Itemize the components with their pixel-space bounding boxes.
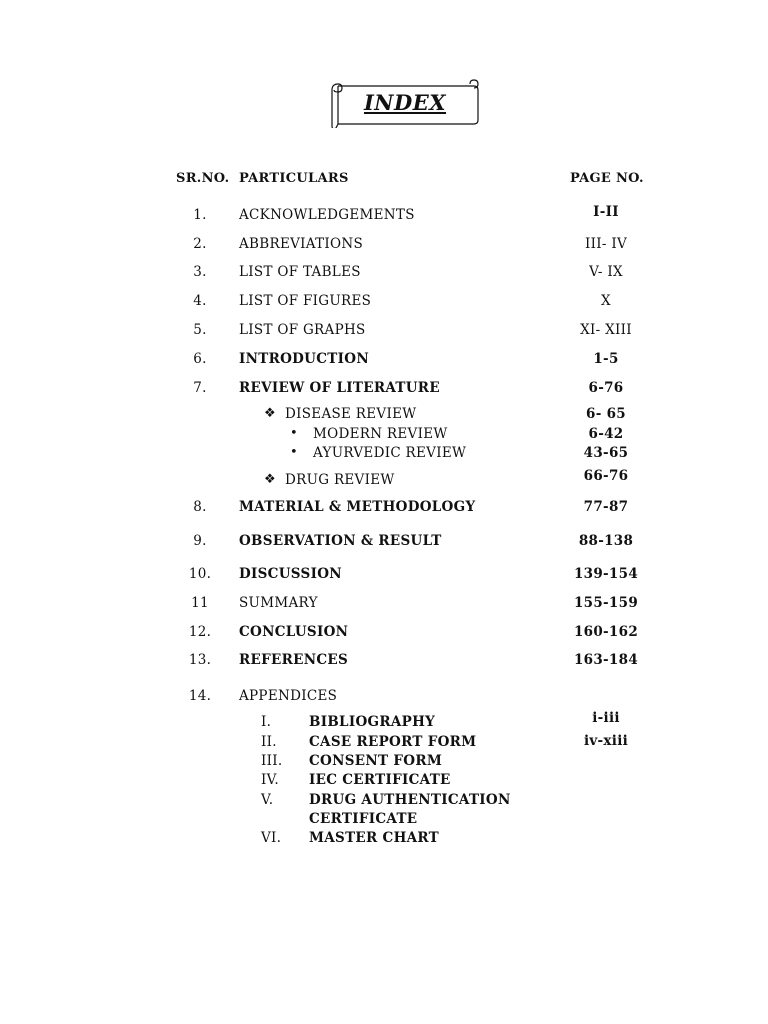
row-label: MATERIAL & METHODOLOGY <box>239 499 476 515</box>
row-page: 77-87 <box>583 499 629 515</box>
appendix-number: III. <box>261 753 283 769</box>
row-label: SUMMARY <box>239 595 318 611</box>
row-number: 9. <box>193 533 207 549</box>
appendix-number: II. <box>261 734 277 750</box>
dot-bullet-icon: • <box>290 426 298 441</box>
row-label: CONCLUSION <box>239 624 349 640</box>
row-page: 160-162 <box>573 624 639 640</box>
appendix-label: BIBLIOGRAPHY <box>309 714 436 730</box>
row-label: DISCUSSION <box>239 566 342 582</box>
row-page: X <box>601 293 611 309</box>
diamond-bullet-icon: ❖ <box>264 406 276 421</box>
row-label: OBSERVATION & RESULT <box>239 533 442 549</box>
row-number: 12. <box>188 624 212 640</box>
row-label: INTRODUCTION <box>239 351 369 367</box>
row-number: 10. <box>188 566 212 582</box>
row-label: LIST OF TABLES <box>239 264 361 280</box>
row-page: 155-159 <box>573 595 639 611</box>
appendix-number: I. <box>261 714 272 730</box>
appendix-number: V. <box>261 792 274 808</box>
sub-item-page: 6-42 <box>588 426 624 442</box>
row-number: 6. <box>193 351 207 367</box>
index-title-scroll <box>330 78 480 128</box>
sub-item-label: MODERN REVIEW <box>313 426 448 442</box>
sub-item-label: DISEASE REVIEW <box>285 406 417 422</box>
sub-item-label: AYURVEDIC REVIEW <box>313 445 467 461</box>
row-label: LIST OF GRAPHS <box>239 322 366 338</box>
header-page-no: PAGE NO. <box>570 171 644 186</box>
row-page: 139-154 <box>573 566 639 582</box>
appendix-page: i-iii <box>592 710 620 726</box>
row-number: 4. <box>193 293 207 309</box>
sub-item-label: DRUG REVIEW <box>285 472 395 488</box>
row-number: 3. <box>193 264 207 280</box>
sub-item-page: 43-65 <box>583 445 629 461</box>
row-label: LIST OF FIGURES <box>239 293 372 309</box>
appendix-label: IEC CERTIFICATE <box>309 772 451 788</box>
row-label: REFERENCES <box>239 652 349 668</box>
row-label: REVIEW OF LITERATURE <box>239 380 440 396</box>
appendix-page: iv-xiii <box>583 733 629 749</box>
appendix-number: VI. <box>261 830 282 846</box>
row-number: 13. <box>188 652 212 668</box>
dot-bullet-icon: • <box>290 445 298 460</box>
row-number: 7. <box>193 380 207 396</box>
row-number: 5. <box>193 322 207 338</box>
appendix-label: CASE REPORT FORM <box>309 734 477 750</box>
appendix-label: MASTER CHART <box>309 830 440 846</box>
diamond-bullet-icon: ❖ <box>264 472 276 487</box>
row-page: I-II <box>593 204 619 220</box>
row-page: 163-184 <box>573 652 639 668</box>
row-page: 88-138 <box>578 533 634 549</box>
header-particulars: PARTICULARS <box>239 171 349 186</box>
appendix-number: IV. <box>261 772 279 788</box>
header-sr-no: SR.NO. <box>176 171 230 186</box>
row-label: ABBREVIATIONS <box>239 236 364 252</box>
row-number: 1. <box>193 207 207 223</box>
row-label: APPENDICES <box>239 688 338 704</box>
appendix-label: CONSENT FORM <box>309 753 443 769</box>
row-page: 1-5 <box>593 351 619 367</box>
row-page: XI- XIII <box>580 322 632 338</box>
row-page: 6-76 <box>588 380 624 396</box>
appendix-label: DRUG AUTHENTICATION <box>309 792 511 808</box>
appendix-label: CERTIFICATE <box>309 811 418 827</box>
row-page: V- IX <box>589 264 623 280</box>
row-label: ACKNOWLEDGEMENTS <box>239 207 415 223</box>
row-number: 11 <box>191 595 209 611</box>
row-number: 2. <box>193 236 207 252</box>
sub-item-page: 66-76 <box>583 468 629 484</box>
row-number: 8. <box>193 499 207 515</box>
row-page: III- IV <box>584 236 628 252</box>
sub-item-page: 6- 65 <box>586 406 626 422</box>
row-number: 14. <box>188 688 212 704</box>
page-title: INDEX <box>363 90 447 115</box>
